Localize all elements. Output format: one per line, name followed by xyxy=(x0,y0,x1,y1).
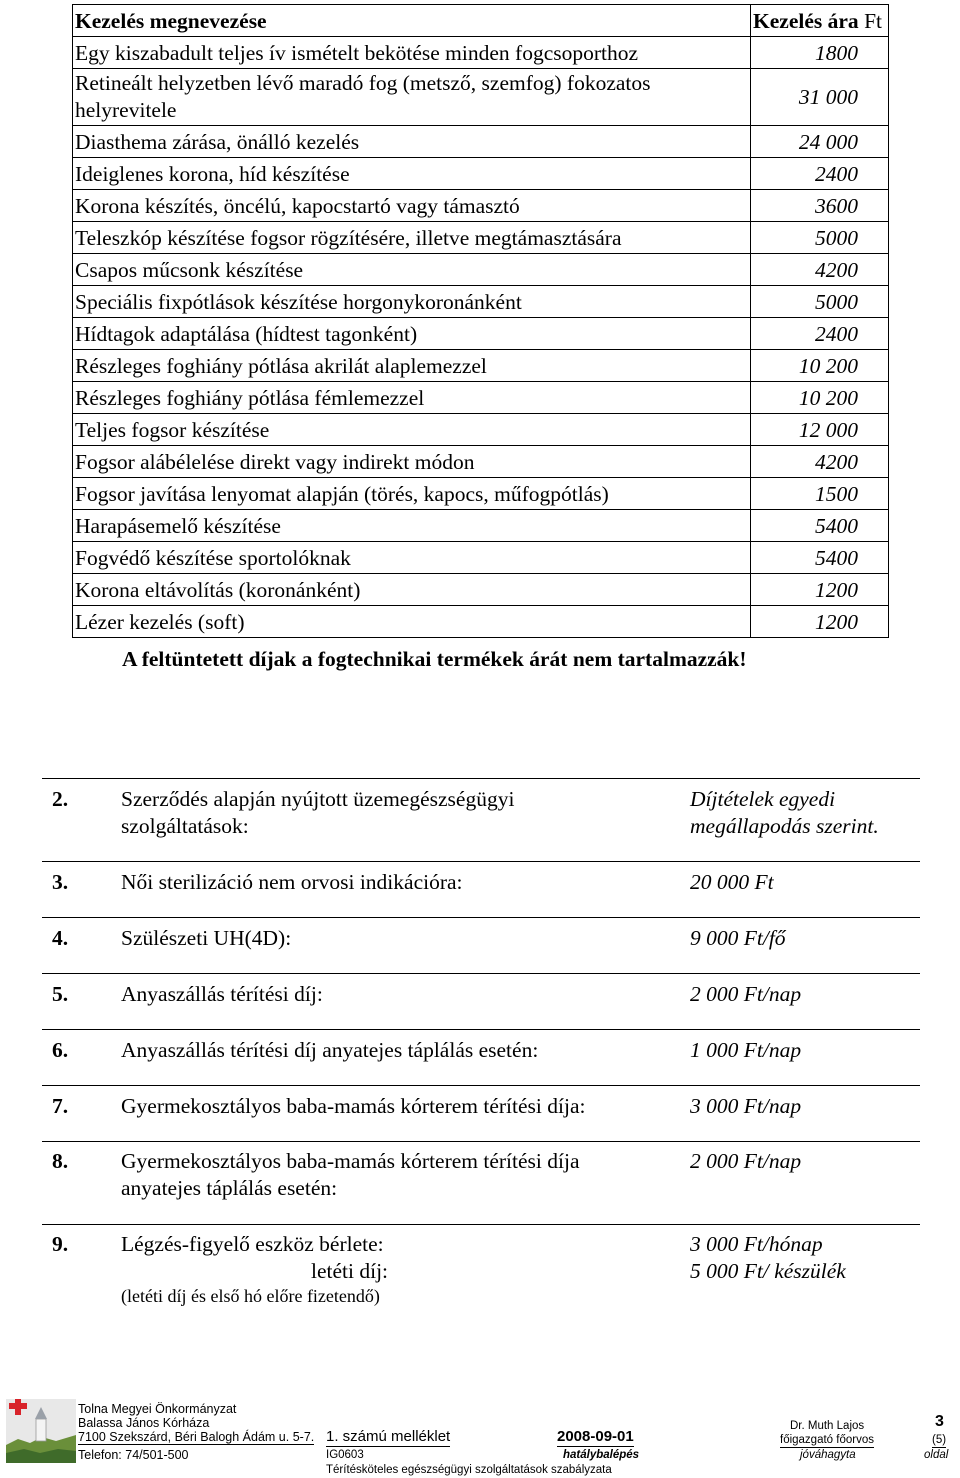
item-value-line2: 5 000 Ft/ készülék xyxy=(690,1259,846,1283)
row-name: Teljes fogsor készítése xyxy=(73,414,751,446)
item-label-line2: letéti díj: xyxy=(311,1259,389,1283)
header-name: Kezelés megnevezése xyxy=(73,5,751,37)
header-price-label: Kezelés ára xyxy=(753,8,859,33)
row-name: Harapásemelő készítése xyxy=(73,510,751,542)
list-item-5 xyxy=(42,974,920,1030)
row-name-line1: Retineált helyzetben lévő maradó fog (metsző, szemfog) fokozatos xyxy=(75,71,651,95)
row-name: Részleges foghiány pótlása akrilát alaplemezzel xyxy=(73,350,751,382)
row-price: 4200 xyxy=(751,254,889,286)
row-name: Speciális fixpótlások készítése horgonykoronánként xyxy=(73,286,751,318)
footer-approved-label: jóváhagyta xyxy=(800,1449,856,1461)
table-row xyxy=(73,574,889,606)
item-label-line1: Légzés-figyelő eszköz bérlete: xyxy=(121,1232,384,1256)
item-label: Anyaszállás térítési díj anyatejes táplálás esetén: xyxy=(121,1038,539,1062)
row-name: Fogvédő készítése sportolóknak xyxy=(73,542,751,574)
footer-date: 2008-09-01 xyxy=(557,1428,634,1445)
row-name: Hídtagok adaptálása (hídtest tagonként) xyxy=(73,318,751,350)
list-item-9 xyxy=(42,1225,920,1315)
table-row xyxy=(73,318,889,350)
item-value-line2: megállapodás szerint. xyxy=(690,814,879,838)
row-price: 2400 xyxy=(751,318,889,350)
table-row xyxy=(73,510,889,542)
footer-doc-code: IG0603 xyxy=(326,1449,364,1461)
item-number: 5. xyxy=(52,982,69,1006)
item-number: 6. xyxy=(52,1038,69,1062)
table-row xyxy=(73,350,889,382)
row-name: Diasthema zárása, önálló kezelés xyxy=(73,126,751,158)
item-label: Gyermekosztályos baba-mamás kórterem térítési díja: xyxy=(121,1094,586,1118)
footer-org-line2: Balassa János Kórháza xyxy=(78,1416,210,1430)
table-row xyxy=(73,478,889,510)
row-price: 24 000 xyxy=(751,126,889,158)
item-value: 1 000 Ft/nap xyxy=(690,1038,802,1062)
row-name: Fogsor alábélelése direkt vagy indirekt módon xyxy=(73,446,751,478)
row-name: Csapos műcsonk készítése xyxy=(73,254,751,286)
table-header-row xyxy=(73,5,889,37)
list-item-3 xyxy=(42,862,920,918)
row-name: Egy kiszabadult teljes ív ismételt bekötése minden fogcsoporthoz xyxy=(73,37,751,69)
header-price xyxy=(751,5,889,37)
item-number: 9. xyxy=(52,1232,69,1256)
table-row xyxy=(73,37,889,69)
row-price: 3600 xyxy=(751,190,889,222)
item-value: 20 000 Ft xyxy=(690,870,774,894)
footer-date-label: hatálybalépés xyxy=(563,1449,640,1461)
row-name: Teleszkóp készítése fogsor rögzítésére, illetve megtámasztására xyxy=(73,222,751,254)
row-price: 5400 xyxy=(751,510,889,542)
list-item-2 xyxy=(42,778,920,862)
row-price: 12 000 xyxy=(751,414,889,446)
row-price: 10 200 xyxy=(751,350,889,382)
table-row xyxy=(73,126,889,158)
item-value: 3 000 Ft/nap xyxy=(690,1094,802,1118)
row-price: 1500 xyxy=(751,478,889,510)
item-label: Női sterilizáció nem orvosi indikációra: xyxy=(121,870,463,894)
table-row xyxy=(73,69,889,126)
row-price: 5400 xyxy=(751,542,889,574)
table-row xyxy=(73,382,889,414)
footer-phone: Telefon: 74/501-500 xyxy=(78,1448,189,1462)
row-name: Fogsor javítása lenyomat alapján (törés, kapocs, műfogpótlás) xyxy=(73,478,751,510)
row-price: 1200 xyxy=(751,574,889,606)
row-name: Részleges foghiány pótlása fémlemezzel xyxy=(73,382,751,414)
hospital-logo xyxy=(6,1399,76,1463)
list-item-6 xyxy=(42,1030,920,1086)
row-name xyxy=(73,69,751,126)
table-row xyxy=(73,542,889,574)
footer-org-line1: Tolna Megyei Önkormányzat xyxy=(78,1402,237,1416)
price-table xyxy=(72,4,889,638)
footer-address: 7100 Szekszárd, Béri Balogh Ádám u. 5-7. xyxy=(78,1430,315,1444)
table-row xyxy=(73,414,889,446)
item-value: 9 000 Ft/fő xyxy=(690,926,786,950)
item-label-line1: Gyermekosztályos baba-mamás kórterem térítési díja xyxy=(121,1149,580,1173)
row-price: 31 000 xyxy=(751,69,889,126)
row-price: 1200 xyxy=(751,606,889,638)
footer-page-num: 3 xyxy=(935,1413,944,1430)
footer-annex: 1. számú melléklet xyxy=(326,1428,451,1445)
row-name: Korona eltávolítás (koronánként) xyxy=(73,574,751,606)
table-row xyxy=(73,222,889,254)
list-item-4 xyxy=(42,918,920,974)
item-value: 2 000 Ft/nap xyxy=(690,982,802,1006)
row-price: 5000 xyxy=(751,286,889,318)
row-name: Ideiglenes korona, híd készítése xyxy=(73,158,751,190)
list-item-8 xyxy=(42,1142,920,1225)
page-footer xyxy=(0,1395,960,1478)
row-price: 2400 xyxy=(751,158,889,190)
footer-page-total: (5) xyxy=(932,1434,947,1446)
row-name: Lézer kezelés (soft) xyxy=(73,606,751,638)
footer-approver-name: Dr. Muth Lajos xyxy=(790,1420,865,1432)
table-row xyxy=(73,190,889,222)
table-row xyxy=(73,158,889,190)
row-price: 1800 xyxy=(751,37,889,69)
row-price: 10 200 xyxy=(751,382,889,414)
row-name: Korona készítés, öncélú, kapocstartó vagy támasztó xyxy=(73,190,751,222)
table-row xyxy=(73,286,889,318)
item-label-line2: szolgáltatások: xyxy=(121,814,249,838)
item-number: 3. xyxy=(52,870,69,894)
item-label: Anyaszállás térítési díj: xyxy=(121,982,323,1006)
disclaimer: A feltüntetett díjak a fogtechnikai termékek árát nem tartalmazzák! xyxy=(122,647,747,671)
header-price-unit: Ft xyxy=(864,8,882,33)
table-row xyxy=(73,446,889,478)
table-row xyxy=(73,254,889,286)
item-label: Szülészeti UH(4D): xyxy=(121,926,292,950)
item-number: 8. xyxy=(52,1149,69,1173)
row-name-line2: helyrevitele xyxy=(75,98,177,122)
footer-doc-title: Térítésköteles egészségügyi szolgáltatások szabályzata xyxy=(326,1464,612,1476)
item-note: (letéti díj és első hó előre fizetendő) xyxy=(121,1286,380,1306)
list-item-7 xyxy=(42,1086,920,1142)
table-row xyxy=(73,606,889,638)
item-value-line1: 3 000 Ft/hónap xyxy=(690,1232,823,1256)
item-number: 7. xyxy=(52,1094,69,1118)
item-number: 2. xyxy=(52,787,69,811)
item-value-line1: Díjtételek egyedi xyxy=(690,787,836,811)
row-price: 5000 xyxy=(751,222,889,254)
item-label-line1: Szerződés alapján nyújtott üzemegészségügyi xyxy=(121,787,515,811)
item-label-line2: anyatejes táplálás esetén: xyxy=(121,1176,338,1200)
footer-page-label: oldal xyxy=(924,1449,949,1461)
footer-approver-title: főigazgató főorvos xyxy=(780,1434,874,1446)
item-number: 4. xyxy=(52,926,69,950)
item-value: 2 000 Ft/nap xyxy=(690,1149,802,1173)
row-price: 4200 xyxy=(751,446,889,478)
